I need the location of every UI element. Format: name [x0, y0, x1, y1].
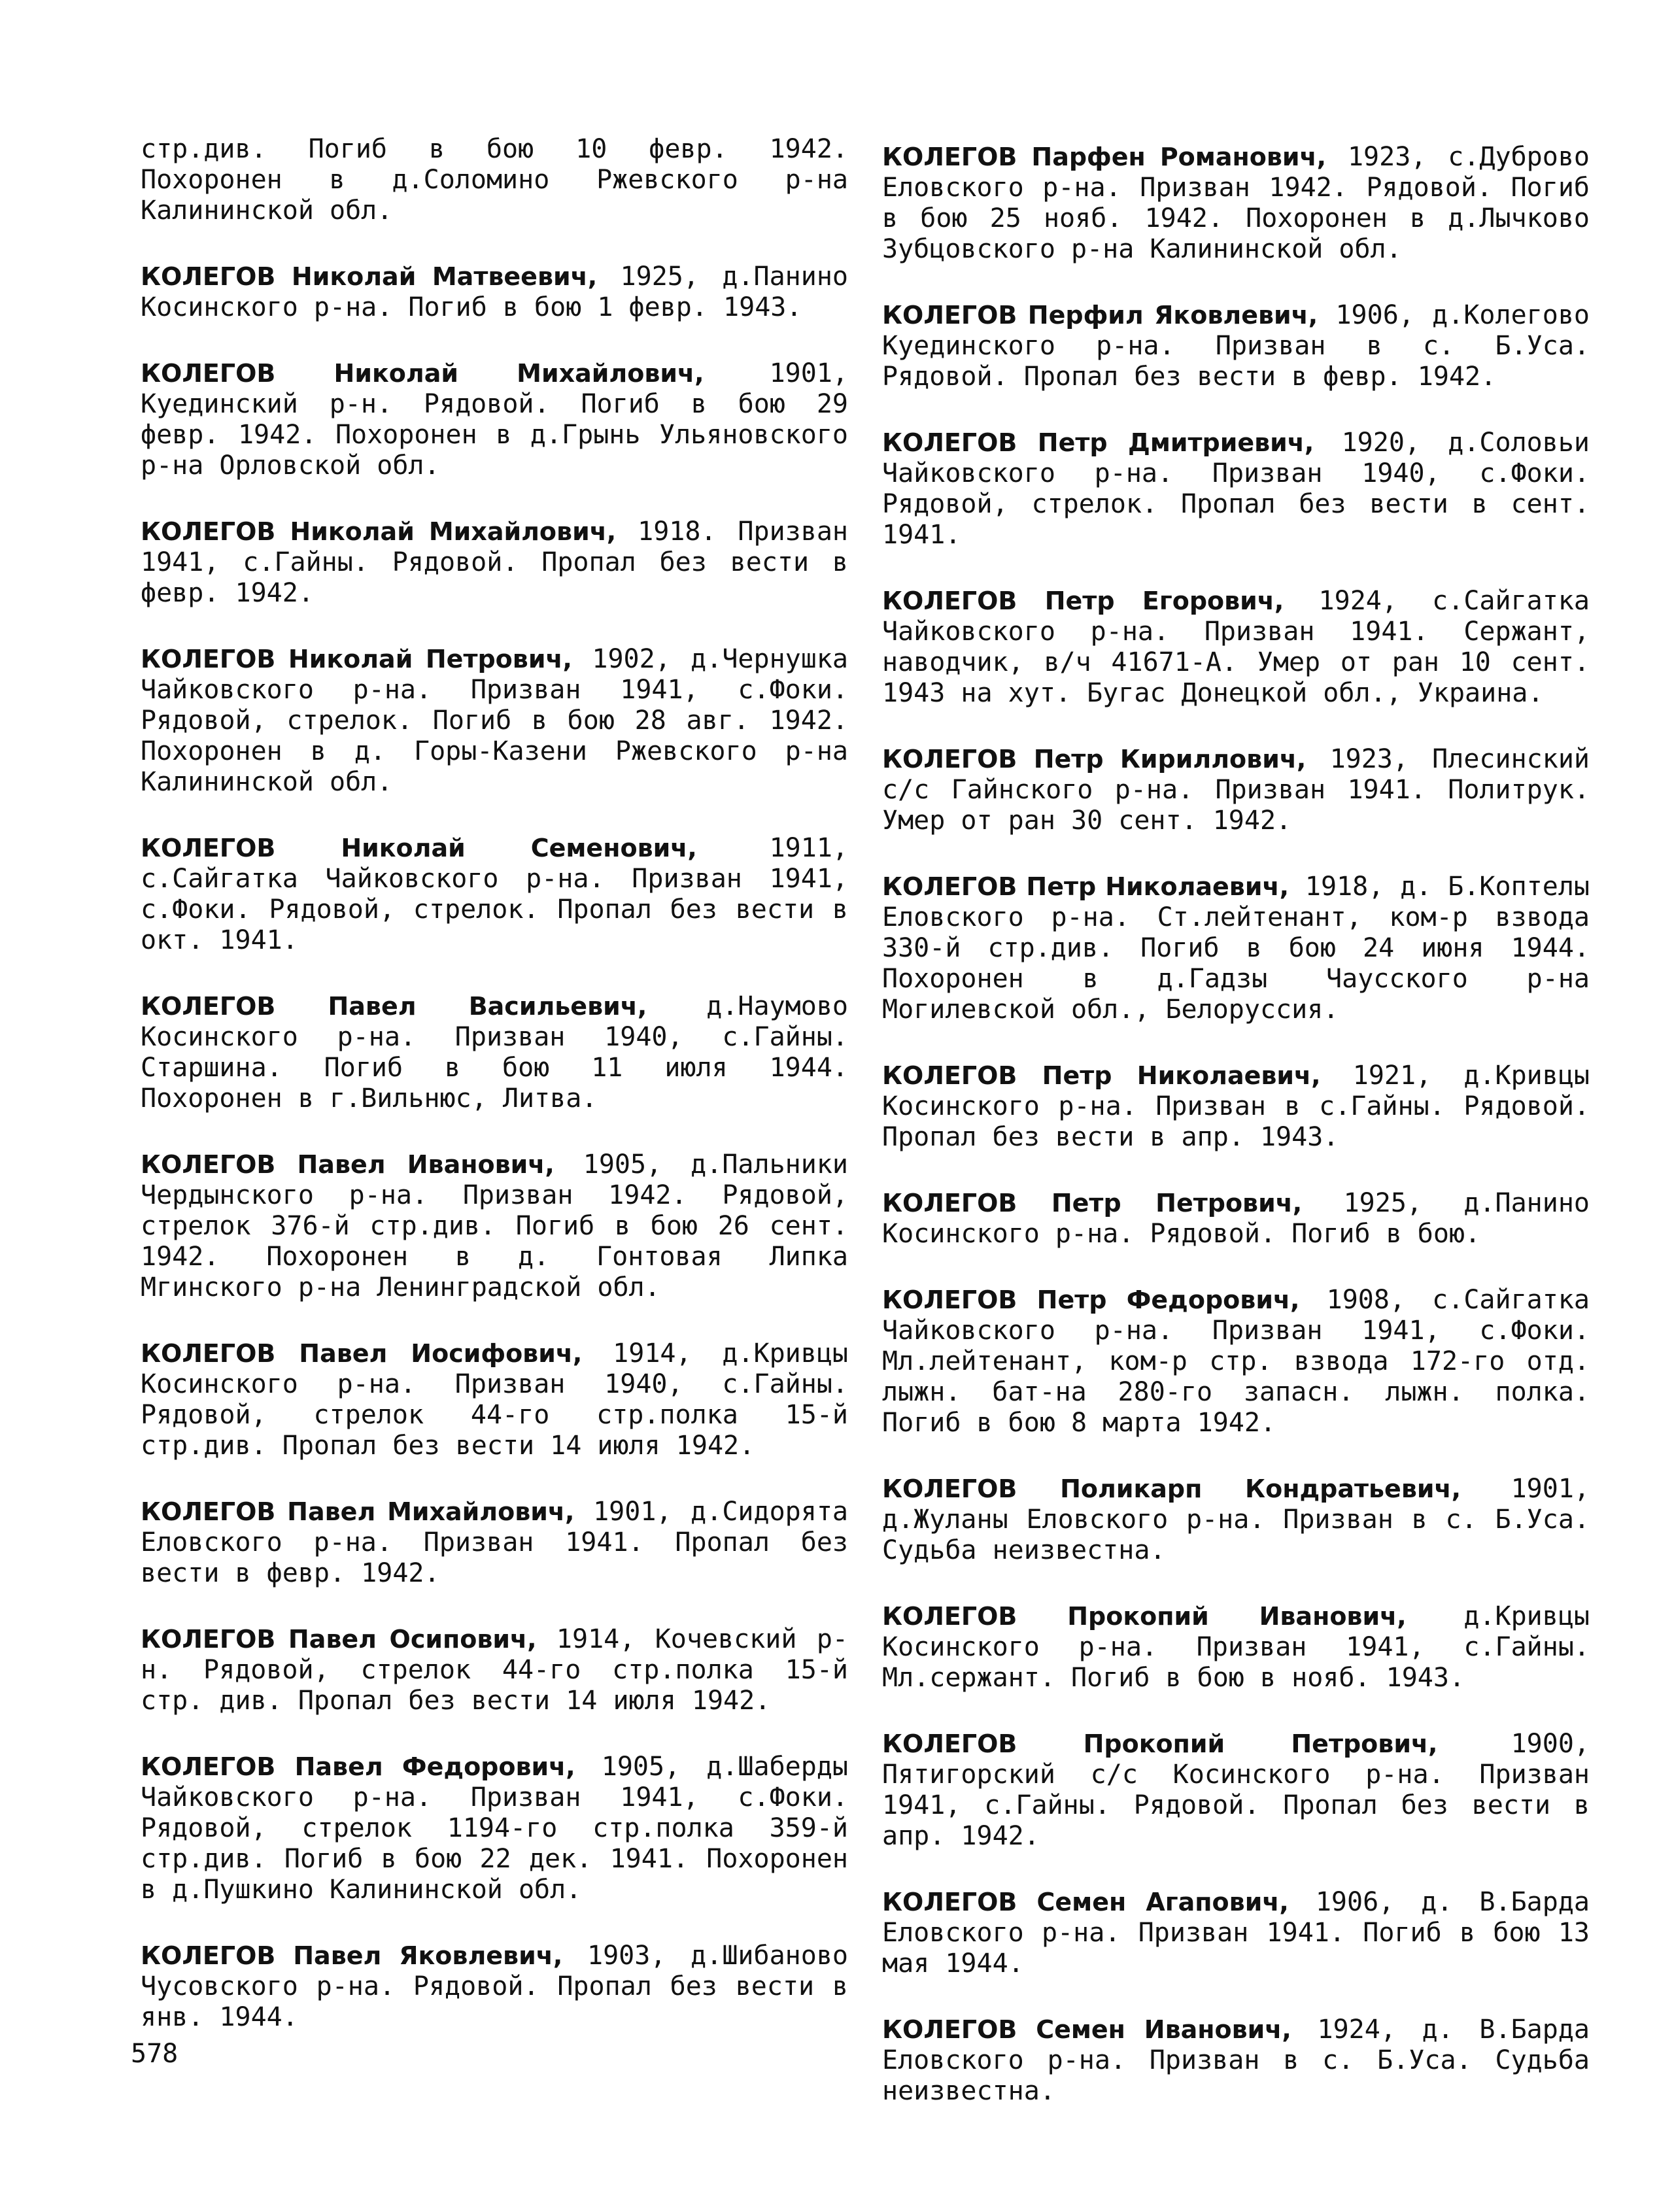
- entry: [882, 1887, 1590, 1979]
- page-number: 578: [131, 2039, 179, 2069]
- entry: [882, 300, 1590, 392]
- entry: [141, 1149, 848, 1303]
- entry: [882, 142, 1590, 265]
- entry: [882, 1474, 1590, 1566]
- entry: [141, 517, 848, 609]
- entry: [141, 358, 848, 481]
- entry-text: 1918, д. Б.Коптелы Еловского р-на. Ст.лейтенант, ком-р взвода 330-й стр.див. Погиб в бою 24 июня 1944. Похоронен в д.Гадзы Чаусского р-на Могилевской обл., Белоруссия.: [882, 872, 1590, 1025]
- entry-name: КОЛЕГОВ Парфен Романович,: [882, 143, 1327, 171]
- entry-name: КОЛЕГОВ Павел Васильевич,: [141, 992, 647, 1021]
- entry: [141, 1752, 848, 1905]
- entry-name: КОЛЕГОВ Павел Осипович,: [141, 1625, 537, 1654]
- entry-name: КОЛЕГОВ Николай Семенович,: [141, 834, 697, 862]
- right-column: [882, 134, 1590, 2142]
- entry-name: КОЛЕГОВ Павел Иосифович,: [141, 1339, 583, 1368]
- entry-text: 1908, с.Сайгатка Чайковского р-на. Призван 1941, с.Фоки. Мл.лейтенант, ком-р стр. взвода 172-го отд. лыжн. бат-на 280-го запасн. лыжн. полка. Погиб в бою 8 марта 1942.: [882, 1285, 1590, 1438]
- entry-text: д.Наумово Косинского р-на. Призван 1940, с.Гайны. Старшина. Погиб в бою 11 июля 1944. Похоронен в г.Вильнюс, Литва.: [141, 991, 848, 1114]
- entry-text: 1918. Призван 1941, с.Гайны. Рядовой. Пропал без вести в февр. 1942.: [141, 517, 848, 608]
- entry-text: 1902, д.Чернушка Чайковского р-на. Призван 1941, с.Фоки. Рядовой, стрелок. Погиб в бою 28 авг. 1942. Похоронен в д. Горы-Казени Ржевского р-на Калининской обл.: [141, 644, 848, 797]
- entry: [141, 1941, 848, 2033]
- entry: [141, 991, 848, 1114]
- left-column: [141, 134, 848, 2068]
- entry-text: 1911, с.Сайгатка Чайковского р-на. Призван 1941, с.Фоки. Рядовой, стрелок. Пропал без вести в окт. 1941.: [141, 833, 848, 955]
- entry-text: д.Кривцы Косинского р-на. Призван 1941, с.Гайны. Мл.сержант. Погиб в бою в нояб. 1943.: [882, 1601, 1590, 1693]
- entry: [141, 1497, 848, 1589]
- entry-name: КОЛЕГОВ Петр Федорович,: [882, 1285, 1300, 1314]
- entry-text: 1925, д.Панино Косинского р-на. Погиб в бою 1 февр. 1943.: [141, 262, 848, 322]
- entry-name: КОЛЕГОВ Семен Иванович,: [882, 2015, 1291, 2044]
- entry: [141, 833, 848, 956]
- entry-text: 1923, с.Дуброво Еловского р-на. Призван 1942. Рядовой. Погиб в бою 25 нояб. 1942. Похоронен в д.Лычково Зубцовского р-на Калининской обл.: [882, 142, 1590, 264]
- entry-name: КОЛЕГОВ Петр Дмитриевич,: [882, 428, 1314, 457]
- entry-text: 1906, д.Колегово Куединского р-на. Призван в с. Б.Уса. Рядовой. Пропал без вести в февр. 1942.: [882, 300, 1590, 392]
- entry: [882, 1601, 1590, 1693]
- entry-name: КОЛЕГОВ Семен Агапович,: [882, 1888, 1289, 1916]
- entry: [141, 644, 848, 798]
- entry-name: КОЛЕГОВ Павел Яковлевич,: [141, 1941, 563, 1970]
- entry-name: КОЛЕГОВ Прокопий Иванович,: [882, 1602, 1407, 1631]
- entry-text: 1920, д.Соловьи Чайковского р-на. Призван 1940, с.Фоки. Рядовой, стрелок. Пропал без вести в сент. 1941.: [882, 428, 1590, 550]
- entry: [882, 2015, 1590, 2107]
- entry-name: КОЛЕГОВ Прокопий Петрович,: [882, 1729, 1438, 1758]
- entry-name: КОЛЕГОВ Петр Кириллович,: [882, 745, 1307, 774]
- entry-text: 1924, д. В.Барда Еловского р-на. Призван в с. Б.Уса. Судьба неизвестна.: [882, 2015, 1590, 2106]
- entry-name: КОЛЕГОВ Николай Михайлович,: [141, 517, 617, 546]
- entry: [882, 1061, 1590, 1153]
- entry-name: КОЛЕГОВ Николай Матвеевич,: [141, 262, 598, 291]
- entry: [882, 1285, 1590, 1438]
- entry: [141, 134, 848, 226]
- entry-name: КОЛЕГОВ Павел Михайлович,: [141, 1497, 575, 1526]
- entry-name: КОЛЕГОВ Петр Николаевич,: [882, 1061, 1321, 1090]
- entry-name: КОЛЕГОВ Перфил Яковлевич,: [882, 301, 1318, 330]
- entry: [882, 872, 1590, 1025]
- entry-text: 1923, Плесинский с/с Гайнского р-на. Призван 1941. Политрук. Умер от ран 30 сент. 1942.: [882, 744, 1590, 836]
- entry-name: КОЛЕГОВ Петр Николаевич,: [882, 872, 1290, 901]
- entry-text: 1905, д.Шаберды Чайковского р-на. Призван 1941, с.Фоки. Рядовой, стрелок 1194-го стр.полка 359-й стр.див. Погиб в бою 22 дек. 1941. Похоронен в д.Пушкино Калининской обл.: [141, 1752, 848, 1905]
- entry-text: 1905, д.Пальники Чердынского р-на. Призван 1942. Рядовой, стрелок 376-й стр.див. Погиб в бою 26 сент. 1942. Похоронен в д. Гонтовая Липка Мгинского р-на Ленинградской обл.: [141, 1149, 848, 1302]
- entry-name: КОЛЕГОВ Павел Иванович,: [141, 1150, 555, 1179]
- entry-text: стр.див. Погиб в бою 10 февр. 1942. Похоронен в д.Соломино Ржевского р-на Калининской обл.: [141, 134, 848, 226]
- entry-text: 1901, д.Сидорята Еловского р-на. Призван 1941. Пропал без вести в февр. 1942.: [141, 1497, 848, 1588]
- entry-name: КОЛЕГОВ Николай Петрович,: [141, 645, 572, 673]
- entry: [141, 1338, 848, 1461]
- entry-text: 1903, д.Шибаново Чусовского р-на. Рядовой. Пропал без вести в янв. 1944.: [141, 1941, 848, 2032]
- entry-name: КОЛЕГОВ Поликарп Кондратьевич,: [882, 1474, 1461, 1503]
- entry-text: 1906, д. В.Барда Еловского р-на. Призван 1941. Погиб в бою 13 мая 1944.: [882, 1887, 1590, 1979]
- entry-text: 1914, д.Кривцы Косинского р-на. Призван 1940, с.Гайны. Рядовой, стрелок 44-го стр.полка 15-й стр.див. Пропал без вести 14 июля 1942.: [141, 1338, 848, 1461]
- entry: [882, 1729, 1590, 1852]
- entry: [882, 586, 1590, 709]
- entry-name: КОЛЕГОВ Павел Федорович,: [141, 1752, 575, 1781]
- entry-name: КОЛЕГОВ Петр Егорович,: [882, 587, 1284, 615]
- entry: [141, 1624, 848, 1716]
- entry-text: 1921, д.Кривцы Косинского р-на. Призван в с.Гайны. Рядовой. Пропал без вести в апр. 1943.: [882, 1061, 1590, 1152]
- entry-name: КОЛЕГОВ Николай Михайлович,: [141, 359, 704, 388]
- entry: [141, 262, 848, 323]
- entry-name: КОЛЕГОВ Петр Петрович,: [882, 1189, 1303, 1217]
- entry: [882, 744, 1590, 836]
- entry-text: 1900, Пятигорский с/с Косинского р-на. Призван 1941, с.Гайны. Рядовой. Пропал без вести в апр. 1942.: [882, 1729, 1590, 1851]
- entry-text: 1925, д.Панино Косинского р-на. Рядовой. Погиб в бою.: [882, 1188, 1590, 1249]
- entry: [882, 1188, 1590, 1250]
- entry-text: 1901, д.Жуланы Еловского р-на. Призван в с. Б.Уса. Судьба неизвестна.: [882, 1474, 1590, 1565]
- entry-text: 1901, Куединский р-н. Рядовой. Погиб в бою 29 февр. 1942. Похоронен в д.Грынь Ульяновского р-на Орловской обл.: [141, 358, 849, 481]
- entry: [882, 428, 1590, 551]
- entry-text: 1924, с.Сайгатка Чайковского р-на. Призван 1941. Сержант, наводчик, в/ч 41671-А. Умер от ран 10 сент. 1943 на хут. Бугас Донецкой обл., Украина.: [882, 586, 1590, 708]
- entry-text: 1914, Кочевский р-н. Рядовой, стрелок 44-го стр.полка 15-й стр. див. Пропал без вести 14 июля 1942.: [141, 1624, 849, 1716]
